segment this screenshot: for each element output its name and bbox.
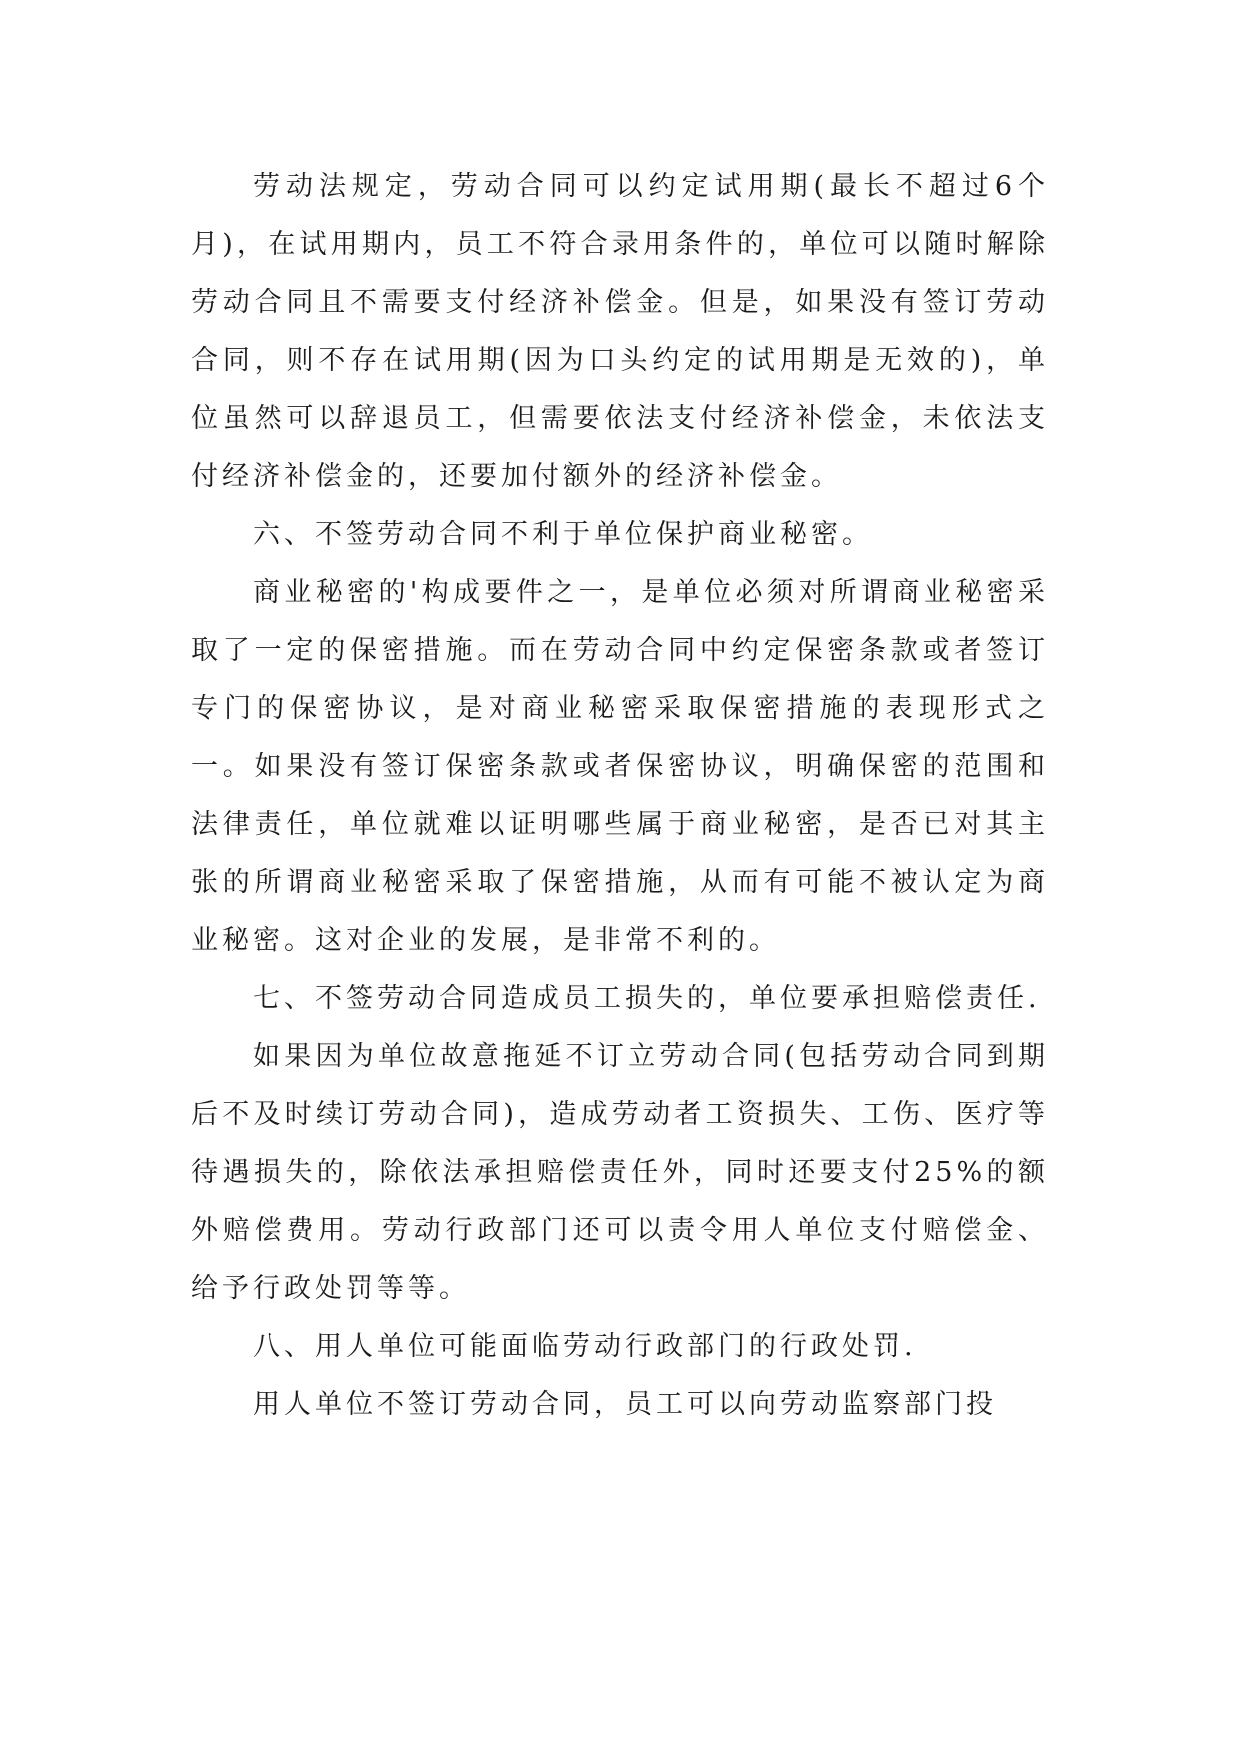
paragraph-penalty: 用人单位不签订劳动合同，员工可以向劳动监察部门投 bbox=[253, 1389, 997, 1420]
heading-seven-compensation: 七、不签劳动合同造成员工损失的，单位要承担赔偿责任. bbox=[253, 983, 1041, 1014]
document-body bbox=[191, 158, 1049, 1434]
paragraph-compensation: 如果因为单位故意拖延不订立劳动合同(包括劳动合同到期后不及时续订劳动合同)，造成劳动者工资损失、工伤、医疗等待遇损失的，除依法承担赔偿责任外，同时还要支付25%的额外赔偿费用。劳动行政部门还可以责令用人单位支付赔偿金、给予行政处罚等等。 bbox=[191, 1041, 1049, 1304]
paragraph-probation: 劳动法规定，劳动合同可以约定试用期(最长不超过6个月)，在试用期内，员工不符合录用条件的，单位可以随时解除劳动合同且不需要支付经济补偿金。但是，如果没有签订劳动合同，则不存在试用期(因为口头约定的试用期是无效的)，单位虽然可以辞退员工，但需要依法支付经济补偿金，未依法支付经济补偿金的，还要加付额外的经济补偿金。 bbox=[191, 171, 1049, 492]
paragraph-trade-secrets: 商业秘密的'构成要件之一，是单位必须对所谓商业秘密采取了一定的保密措施。而在劳动合同中约定保密条款或者签订专门的保密协议，是对商业秘密采取保密措施的表现形式之一。如果没有签订保密条款或者保密协议，明确保密的范围和法律责任，单位就难以证明哪些属于商业秘密，是否已对其主张的所谓商业秘密采取了保密措施，从而有可能不被认定为商业秘密。这对企业的发展，是非常不利的。 bbox=[191, 577, 1049, 956]
heading-eight-penalty: 八、用人单位可能面临劳动行政部门的行政处罚. bbox=[253, 1331, 917, 1362]
heading-six-trade-secrets: 六、不签劳动合同不利于单位保护商业秘密。 bbox=[253, 519, 873, 550]
